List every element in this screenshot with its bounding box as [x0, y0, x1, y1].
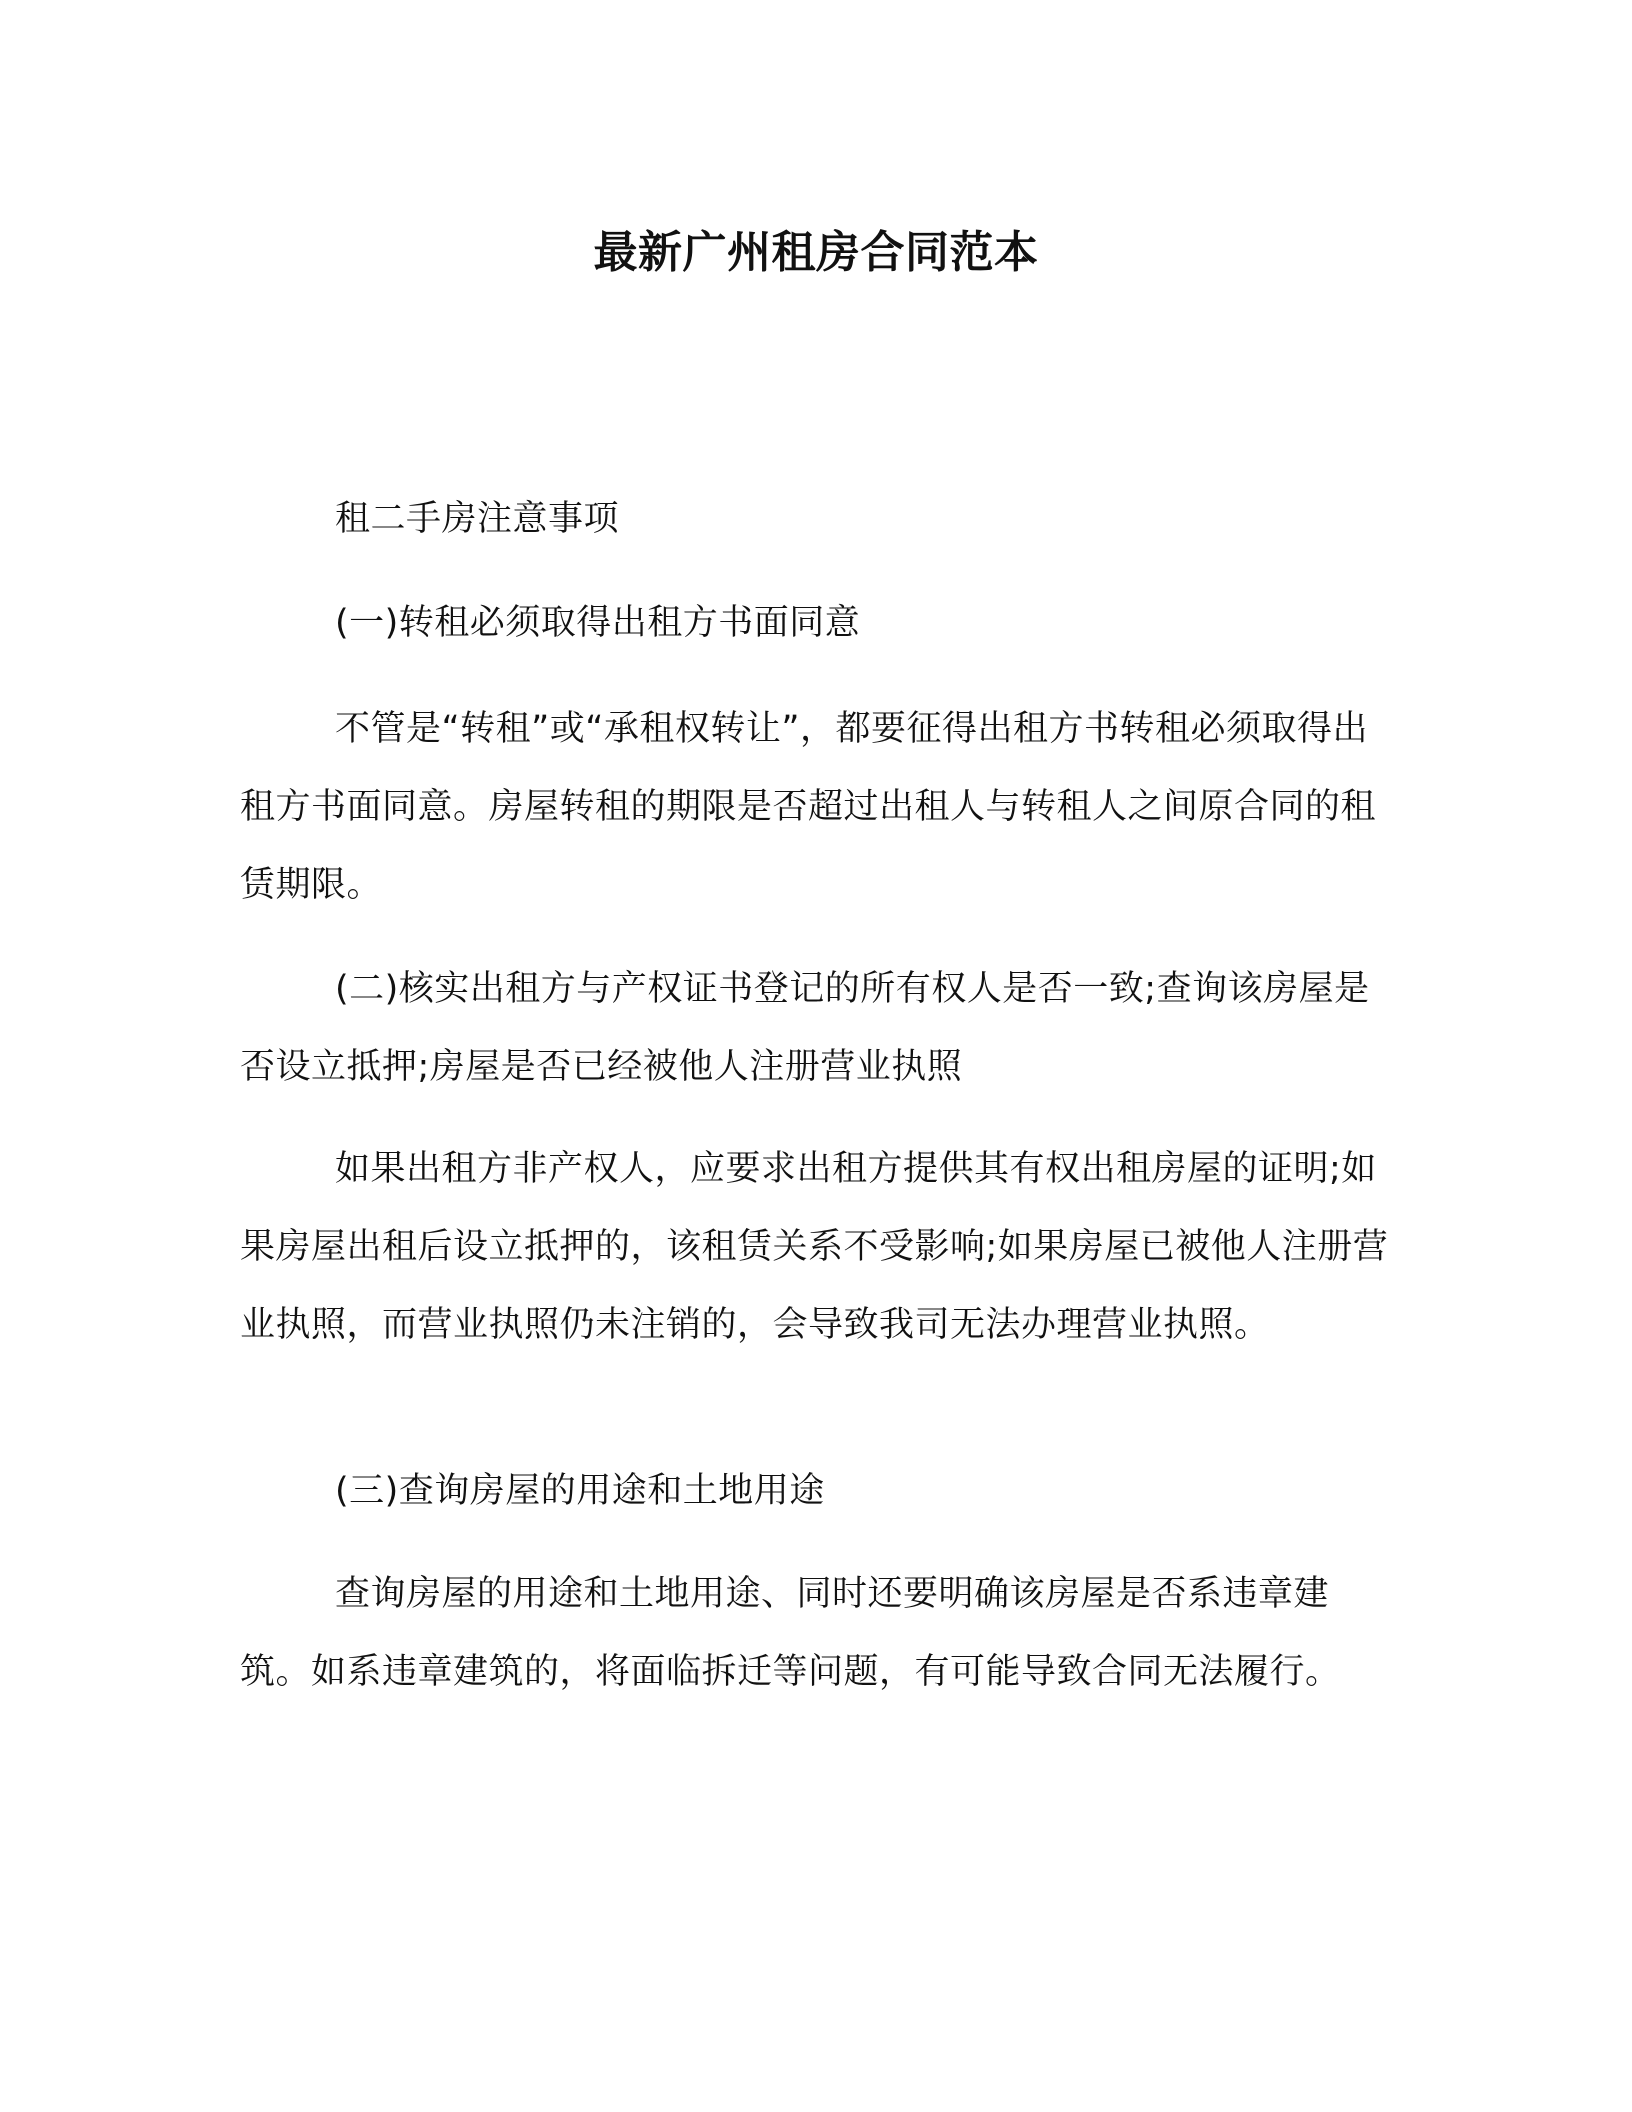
paragraph-ownership-check: 如果出租方非产权人，应要求出租方提供其有权出租房屋的证明;如果房屋出租后设立抵押的，该租赁关系不受影响;如果房屋已被他人注册营业执照，而营业执照仍未注销的，会导致我司无法办理营业执照。: [240, 1149, 1389, 1345]
paragraph-land-use: 查询房屋的用途和土地用途、同时还要明确该房屋是否系违章建筑。如系违章建筑的，将面临拆迁等问题，有可能导致合同无法履行。: [240, 1574, 1341, 1692]
section-heading-1: (一)转租必须取得出租方书面同意: [335, 603, 861, 643]
section-heading-2: (二)核实出租方与产权证书登记的所有权人是否一致;查询该房屋是否设立抵押;房屋是否已经被他人注册营业执照: [240, 969, 1370, 1087]
section-heading-3: (三)查询房屋的用途和土地用途: [335, 1471, 825, 1511]
section-heading-notes: 租二手房注意事项: [335, 499, 620, 539]
document-title: 最新广州租房合同范本: [593, 227, 1039, 278]
paragraph-sublet-consent: 不管是“转租”或“承租权转让”，都要征得出租方书转租必须取得出租方书面同意。房屋转租的期限是否超过出租人与转租人之间原合同的租赁期限。: [240, 709, 1377, 905]
